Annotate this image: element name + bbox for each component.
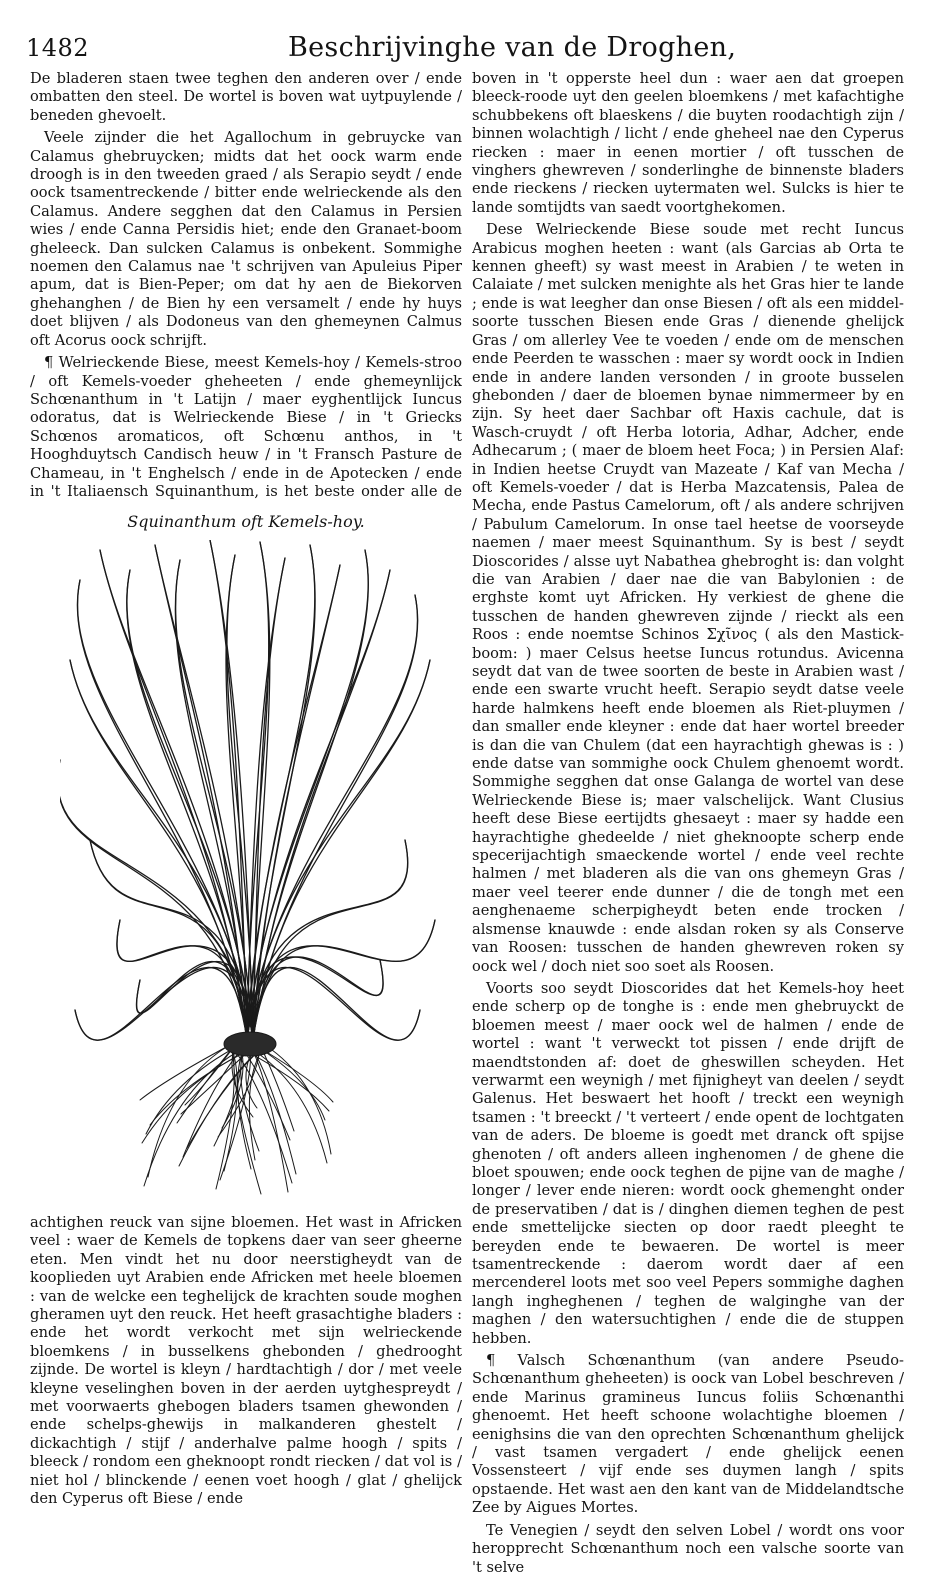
page-number: 1482 [26,34,90,62]
right-column [472,70,904,1578]
grass-blade [247,920,435,1040]
figure-caption: Squinanthum oft Kemels-hoy. [127,512,365,531]
plant-illustration [60,540,440,1200]
grass-plant-woodcut-icon [60,540,440,1200]
grass-blade [247,957,383,1040]
grass-blade [253,957,383,1040]
root-strand [187,1045,265,1148]
paragraph: Veele zijnder die het Agallochum in gebruycke van Calamus ghebruycken; midts dat het oock warm ende droogh is in den tweeden graed / als Serapio seydt / ende oock tsamentreckende / bitter ende welrieckende als den Calamus. Andere segghen dat den Calamus in Persien wies / ende Canna Persidis hiet; ende den Granaet-boom gheleeck. Dan sulcken Calamus is onbekent. Sommighe noemen den Calamus nae 't schrijven van Apuleius Piper apum, dat is Bien-Peper; om dat hy aen de Biekorven ghehanghen / de Bien hy een versamelt / ende hy huys doet blijven / als Dodoneus van den ghemeynen Calmus oft Acorus oock schrijft. [30,129,462,349]
grass-blade [90,840,253,1040]
paragraph: De bladeren staen twee teghen den anderen over / ende ombatten den steel. De wortel is boven wat uytpuylende / beneden ghevoelt. [30,70,462,124]
paragraph: Te Venegien / seydt den selven Lobel / wordt ons voor heropprecht Schœnanthum noch een valsche soorte van 't selve [472,1521,904,1576]
grass-blade [253,920,435,1040]
grass-blade [75,967,253,1040]
paragraph: ¶ Welrieckende Biese, meest Kemels-hoy / Kemels-stroo / oft Kemels-voeder gheheeten / ende ghemeynlijck Schœnanthum in 't Latijn / maer eyghentlijck Iuncus odoratus, dat is Welrieckende Biese / in 't Griecks Schœnos aromaticos, oft Schœnu anthos, in 't Hooghduytsch Candisch heuw / in 't Fransch Pasture de Chameau, in 't Enghelsch / ende in de Apotecken / ende in 't Italiaensch Squinanthum, is het beste onder alle de [30,354,462,500]
paragraph: ¶ Valsch Schœnanthum (van andere Pseudo-Schœnanthum gheheeten) is oock van Lobel beschreven / ende Marinus gramineus Iuncus foliis Schœnanthi ghenoemt. Het heeft schoone wolachtighe bloemen / eenighsins die van den oprechten Schœnanthum ghelijck / vast tsamen vergadert / ende ghelijck eenen Vossensteert / vijf ende ses duymen langh / spits opstaende. Het wast aen den kant van de Middelandtsche Zee by Aigues Mortes. [472,1352,904,1517]
grass-blade [75,967,247,1040]
grass-blade [247,840,408,1040]
root-strand [150,1045,260,1125]
grass-blade [70,660,253,1040]
grass-blade [253,840,408,1040]
grass-blade [247,967,420,1040]
grass-blade [155,545,253,1040]
grass-blade [253,967,420,1040]
grass-blade [136,962,247,1040]
paragraph: Dese Welrieckende Biese soude met recht Iuncus Arabicus moghen heeten : want (als Garcias ab Orta te kennen gheeft) sy wast meest in Arabien / te weten in Calaiate / met sulcken menighte als het Gras hier te lande ; ende is wat leegher dan onse Biesen / oft als een middel-soorte tusschen Biesen ende Gras / dienende ghelijck Gras / om allerley Vee te voeden / ende om de menschen ende Peerden te wasschen : maer sy wordt oock in Indien ende in andere landen versonden / in groote busselen ghebonden / daer de bloemen bynae nimmermeer by en zijn. Sy heet daer Sachbar oft Haxis cachule, dat is Wasch-cruydt / oft Herba lotoria, Adhar, Adcher, ende Adhecarum ; ( maer de bloem heet Foca; ) in Persien Alaf: in Indien heetse Cruydt van Mazeate / Kaf van Mecha / oft Kemels-voeder / dat is Herba Mazcatensis, Palea de Mecha, ende Pastus Camelorum, oft / als andere schrijven / Pabulum Camelorum. In onse tael heetse de voorseyde naemen / maer meest Squinanthum. Sy is best / seydt Dioscorides / alsse uyt Nabathea ghebroght is: dan volght die van Arabien / daer nae die van Babylonien : de erghste komt uyt Africken. Hy verkiest de ghene die tusschen de handen ghewreven zijnde / rieckt als een Roos : ende noemtse Schinos Σχῖνος ( als den Mastick-boom: ) maer Celsus heetse Iuncus rotundus. Avicenna seydt dat van de twee soorten de beste in Arabien wast / ende een swarte vrucht heeft. Serapio seydt datse veele harde halmkens heeft ende bloemen als Riet-pluymen / dan smaller ende kleyner : ende dat haer wortel breeder is dan die van Chulem (dat een hayrachtigh ghewas is : ) ende datse van sommighe oock Chulem ghenoemt wordt. Sommighe segghen dat onse Galanga de wortel van dese Welrieckende Biese is; maer valschelijck. Want Clusius heeft dese Biese eertijdts ghesaeyt : maer sy hadde een hayrachtighe ghedeelde / niet gheknoopte scherp ende specerijachtigh smaeckende wortel / ende veel rechte halmen / met bladeren als die van ons ghemeyn Gras / maer veel teerer ende dunner / die de tongh met een aenghenaeme scherpigheydt beten ende trocken / alsmense knauwde : ende alsdan roken sy als Conserve van Roosen: tusschen de handen ghewreven roken sy oock wel / doch niet soo soet als Roosen. [472,221,904,975]
grass-blade [117,920,253,1040]
paragraph: achtighen reuck van sijne bloemen. Het wast in Africken veel : waer de Kemels de topkens daer van seer gheerne eten. Men vindt het nu door neerstigheydt van de kooplieden uyt Arabien ende Africken met heele bloemen : van de welcke een teghelijck de krachten soude moghen gheramen uyt den reuck. Het heeft grasachtighe bladers : ende het wordt verkocht met sijn welrieckende bloemkens / in busselkens ghebonden / ghedrooght zijnde. De wortel is kleyn / hardtachtigh / dor / met veele kleyne veselinghen boven in der aerden uytghespreydt / met voorwaerts ghebogen bladers tsamen ghewonden / ende schelps-ghewijs in malkanderen ghestelt / dickachtigh / stijf / anderhalve palme hoogh / spits / bleeck / rondom een gheknoopt rondt riecken / dat vol is / niet hol / blinckende / eenen voet hoogh / glat / ghelijck den Cyperus oft Biese / ende [30,1214,462,1508]
plant-crown [224,1032,276,1056]
left-column-top [30,70,462,502]
grass-blade [247,550,368,1040]
paragraph: Voorts soo seydt Dioscorides dat het Kemels-hoy heet ende scherp op de tonghe is : ende men ghebruyckt de bloemen meest / maer oock wel de halmen / ende de wortel : want 't verweckt tot pissen / ende drijft de maendtstonden af: doet de gheswillen scheyden. Het verwarmt een weynigh / met fijnigheyt van deelen / seydt Galenus. Het beswaert het hooft / treckt een weynigh tsamen : 't breeckt / 't verteert / ende opent de lochtgaten van de aders. De bloeme is goedt met dranck oft spijse ghenoten / oft anders alleen inghenomen / de ghene die bloet spouwen; ende oock teghen de pijne van de maghe / longer / lever ende nieren: wordt oock ghemenght onder de preservatiben / dat is / dinghen diemen teghen de pest ende smettelijcke siecten op door raedt pleeght te bereyden ende te bewaeren. De wortel is meer tsamentreckende : daerom wordt daer af een mercenderel loots met soo veel Pepers sommighe daghen langh ingheghenen / teghen de walginghe van der maghen / den watersuchtighen / ende die de stuppen hebben. [472,979,904,1347]
left-column-bottom [30,1214,462,1580]
running-head: Beschrijvinghe van de Droghen, [288,32,737,63]
paragraph: boven in 't opperste heel dun : waer aen dat groepen bleeck-roode uyt den geelen bloemkens / met kafachtighe schubbekens oft blaeskens / die buyten roodachtigh zijn / binnen wolachtigh / licht / ende gheheel nae den Cyperus riecken : maer in eenen mortier / oft tusschen de vinghers ghewreven / sonderlinghe de binnenste bladers ende rieckens / riecken uytermaten wel. Sulcks is hier te lande somtijdts van saedt voortghekomen. [472,70,904,216]
page-header [18,28,938,68]
root-strand [234,1045,261,1194]
grass-blade [77,580,247,1040]
